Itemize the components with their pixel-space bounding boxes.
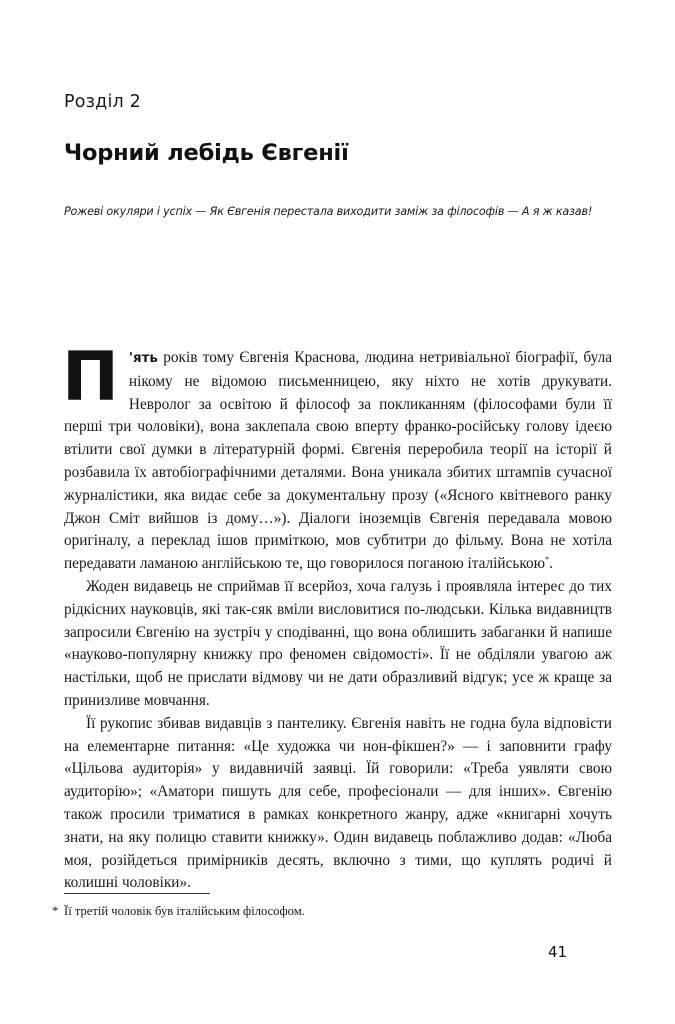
paragraph-1-end: . bbox=[549, 555, 553, 573]
lead-word: 'ять bbox=[128, 351, 158, 366]
body-text bbox=[62, 338, 612, 895]
footnote-reference[interactable]: * bbox=[545, 555, 550, 565]
paragraph-3: Її рукопис збивав видавців з пантелику. Євгенія навіть не годна була відповісти на елементарне питання: «Це художка чи нон-фікшен?» — і заповнити графу «Цільова аудиторія» у видавничій заявці. Їй говорили: «Треба уявляти свою аудиторію»; «Аматори пишуть для себе, професіонали — для інших». Євгенію також просили триматися в рамках конкретного жанру, адже «книгарні хочуть знати, на яку полицю ставити книжку». Один видавець поблажливо додав: «Люба моя, розійдеться примірників десять, включно з тими, що куплять родичі й колишні чоловіки». bbox=[64, 714, 612, 892]
drop-cap: П bbox=[62, 338, 119, 417]
paragraph-2: Жоден видавець не сприймав її всерйоз, хоча галузь і проявляла інтерес до тих рідкісних науковців, які так-сяк вміли висловитися по-людськи. Кілька видавництв запросили Євгенію на зустріч у сподіванні, що вона облишить забаганки й напише «науково-популярну книжку про феномен свідомості». Її не обділяли увагою аж настільки, щоб не прислати відмову чи не дати образливий відгук; усе ж краще за принизливе мовчання. bbox=[64, 577, 612, 709]
chapter-label: Розділ 2 bbox=[64, 92, 142, 112]
paragraph-1 bbox=[62, 338, 612, 576]
footnote-mark: * bbox=[52, 904, 59, 918]
chapter-epigraph: Рожеві окуляри і успіх — Як Євгенія перестала виходити заміж за філософів — А я ж казав! bbox=[64, 205, 593, 218]
paragraph-1-text: років тому Євгенія Краснова, людина нетривіальної біографії, була нікому не відомою письменницею, яку ніхто не хотів друкувати. Невролог за освітою й філософ за покликанням (філософами були її перші три чоловіки), вона заклепала свою вперту франко-російську голову ідеєю втілити свої думки в літературній формі. Євгенія переробила теорії на історії й розбавила їх автобіографічними деталями. Вона уникала збитих штампів сучасної журналістики, яка видає себе за документальну прозу («Ясного квітневого ранку Джон Сміт вийшов із дому…»). Діалоги іноземців Євгенія передавала мовою оригіналу, а переклад ішов приміткою, мов субтитри до фільму. Вона не хотіла передавати ламаною англійською те, що говорилося поганою італійською bbox=[64, 349, 612, 573]
footnote bbox=[52, 904, 305, 919]
page-number: 41 bbox=[548, 943, 568, 961]
footnote-divider bbox=[64, 893, 210, 894]
chapter-title: Чорний лебідь Євгенії bbox=[64, 140, 349, 166]
footnote-text: Її третій чоловік був італійським філософом. bbox=[64, 904, 305, 918]
